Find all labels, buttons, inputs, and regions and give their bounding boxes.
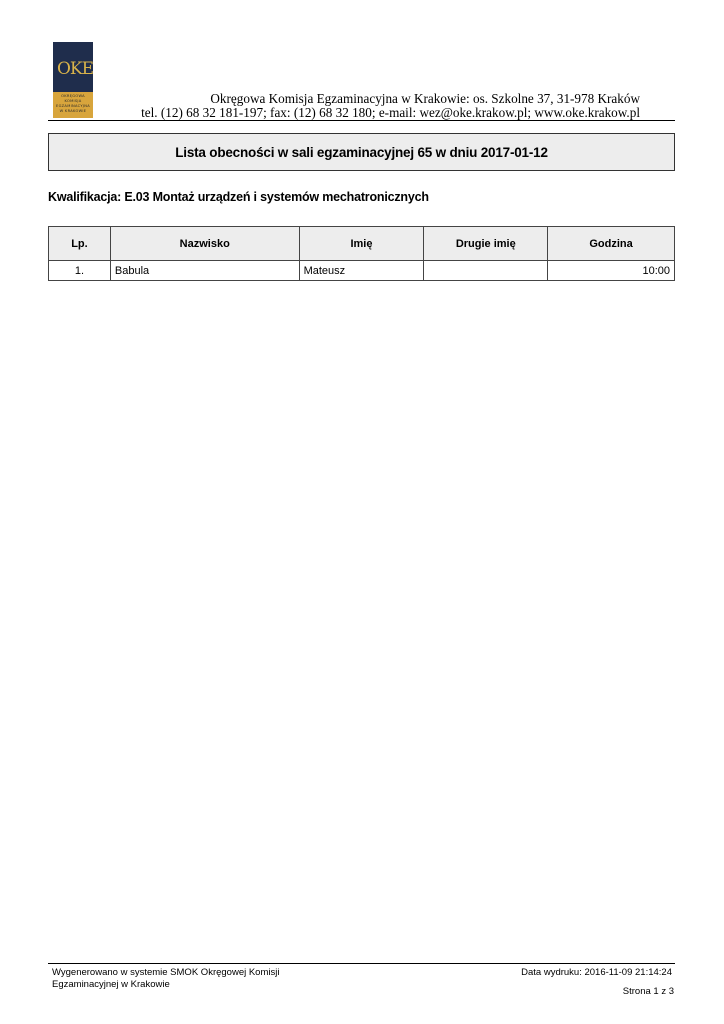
footer-page-number: Strona 1 z 3	[622, 986, 674, 997]
cell-surname: Babula	[110, 261, 299, 281]
footer-generated-note: Wygenerowano w systemie SMOK Okręgowej Komisji Egzaminacyjnej w Krakowie	[52, 967, 280, 990]
oke-logo	[53, 42, 93, 118]
column-header-time: Godzina	[548, 227, 675, 261]
cell-first-name: Mateusz	[299, 261, 424, 281]
cell-lp: 1.	[49, 261, 111, 281]
logo-caption-line: EGZAMINACYJNA	[56, 104, 90, 108]
table-header-row	[49, 227, 675, 261]
footer-print-date: Data wydruku: 2016-11-09 21:14:24	[521, 967, 672, 978]
logo-caption-line: W KRAKOWIE	[59, 109, 87, 113]
column-header-second-name: Drugie imię	[424, 227, 548, 261]
logo-caption	[53, 92, 93, 118]
footer-divider	[48, 963, 675, 964]
institution-contact: tel. (12) 68 32 181-197; fax: (12) 68 32 180; e-mail: wez@oke.krakow.pl; www.oke.krakow.pl	[141, 105, 640, 120]
column-header-lp: Lp.	[49, 227, 111, 261]
attendance-table	[48, 226, 675, 281]
logo-mark-panel	[53, 42, 93, 92]
document-title-text: Lista obecności w sali egzaminacyjnej 65 w dniu 2017-01-12	[175, 144, 548, 160]
qualification-label: Kwalifikacja: E.03 Montaż urządzeń i systemów mechatronicznych	[48, 190, 429, 204]
cell-second-name	[424, 261, 548, 281]
table-row	[49, 261, 675, 281]
header-divider	[48, 120, 675, 121]
column-header-first-name: Imię	[299, 227, 424, 261]
cell-time: 10:00	[548, 261, 675, 281]
document-title	[48, 133, 675, 171]
logo-caption-line: KOMISJA	[64, 99, 82, 103]
institution-address: Okręgowa Komisja Egzaminacyjna w Krakowie: os. Szkolne 37, 31-978 Kraków	[210, 91, 640, 106]
logo-caption-line: OKRĘGOWA	[61, 94, 85, 98]
institution-header	[141, 92, 640, 120]
logo-mark: OKE	[57, 59, 94, 79]
column-header-surname: Nazwisko	[110, 227, 299, 261]
